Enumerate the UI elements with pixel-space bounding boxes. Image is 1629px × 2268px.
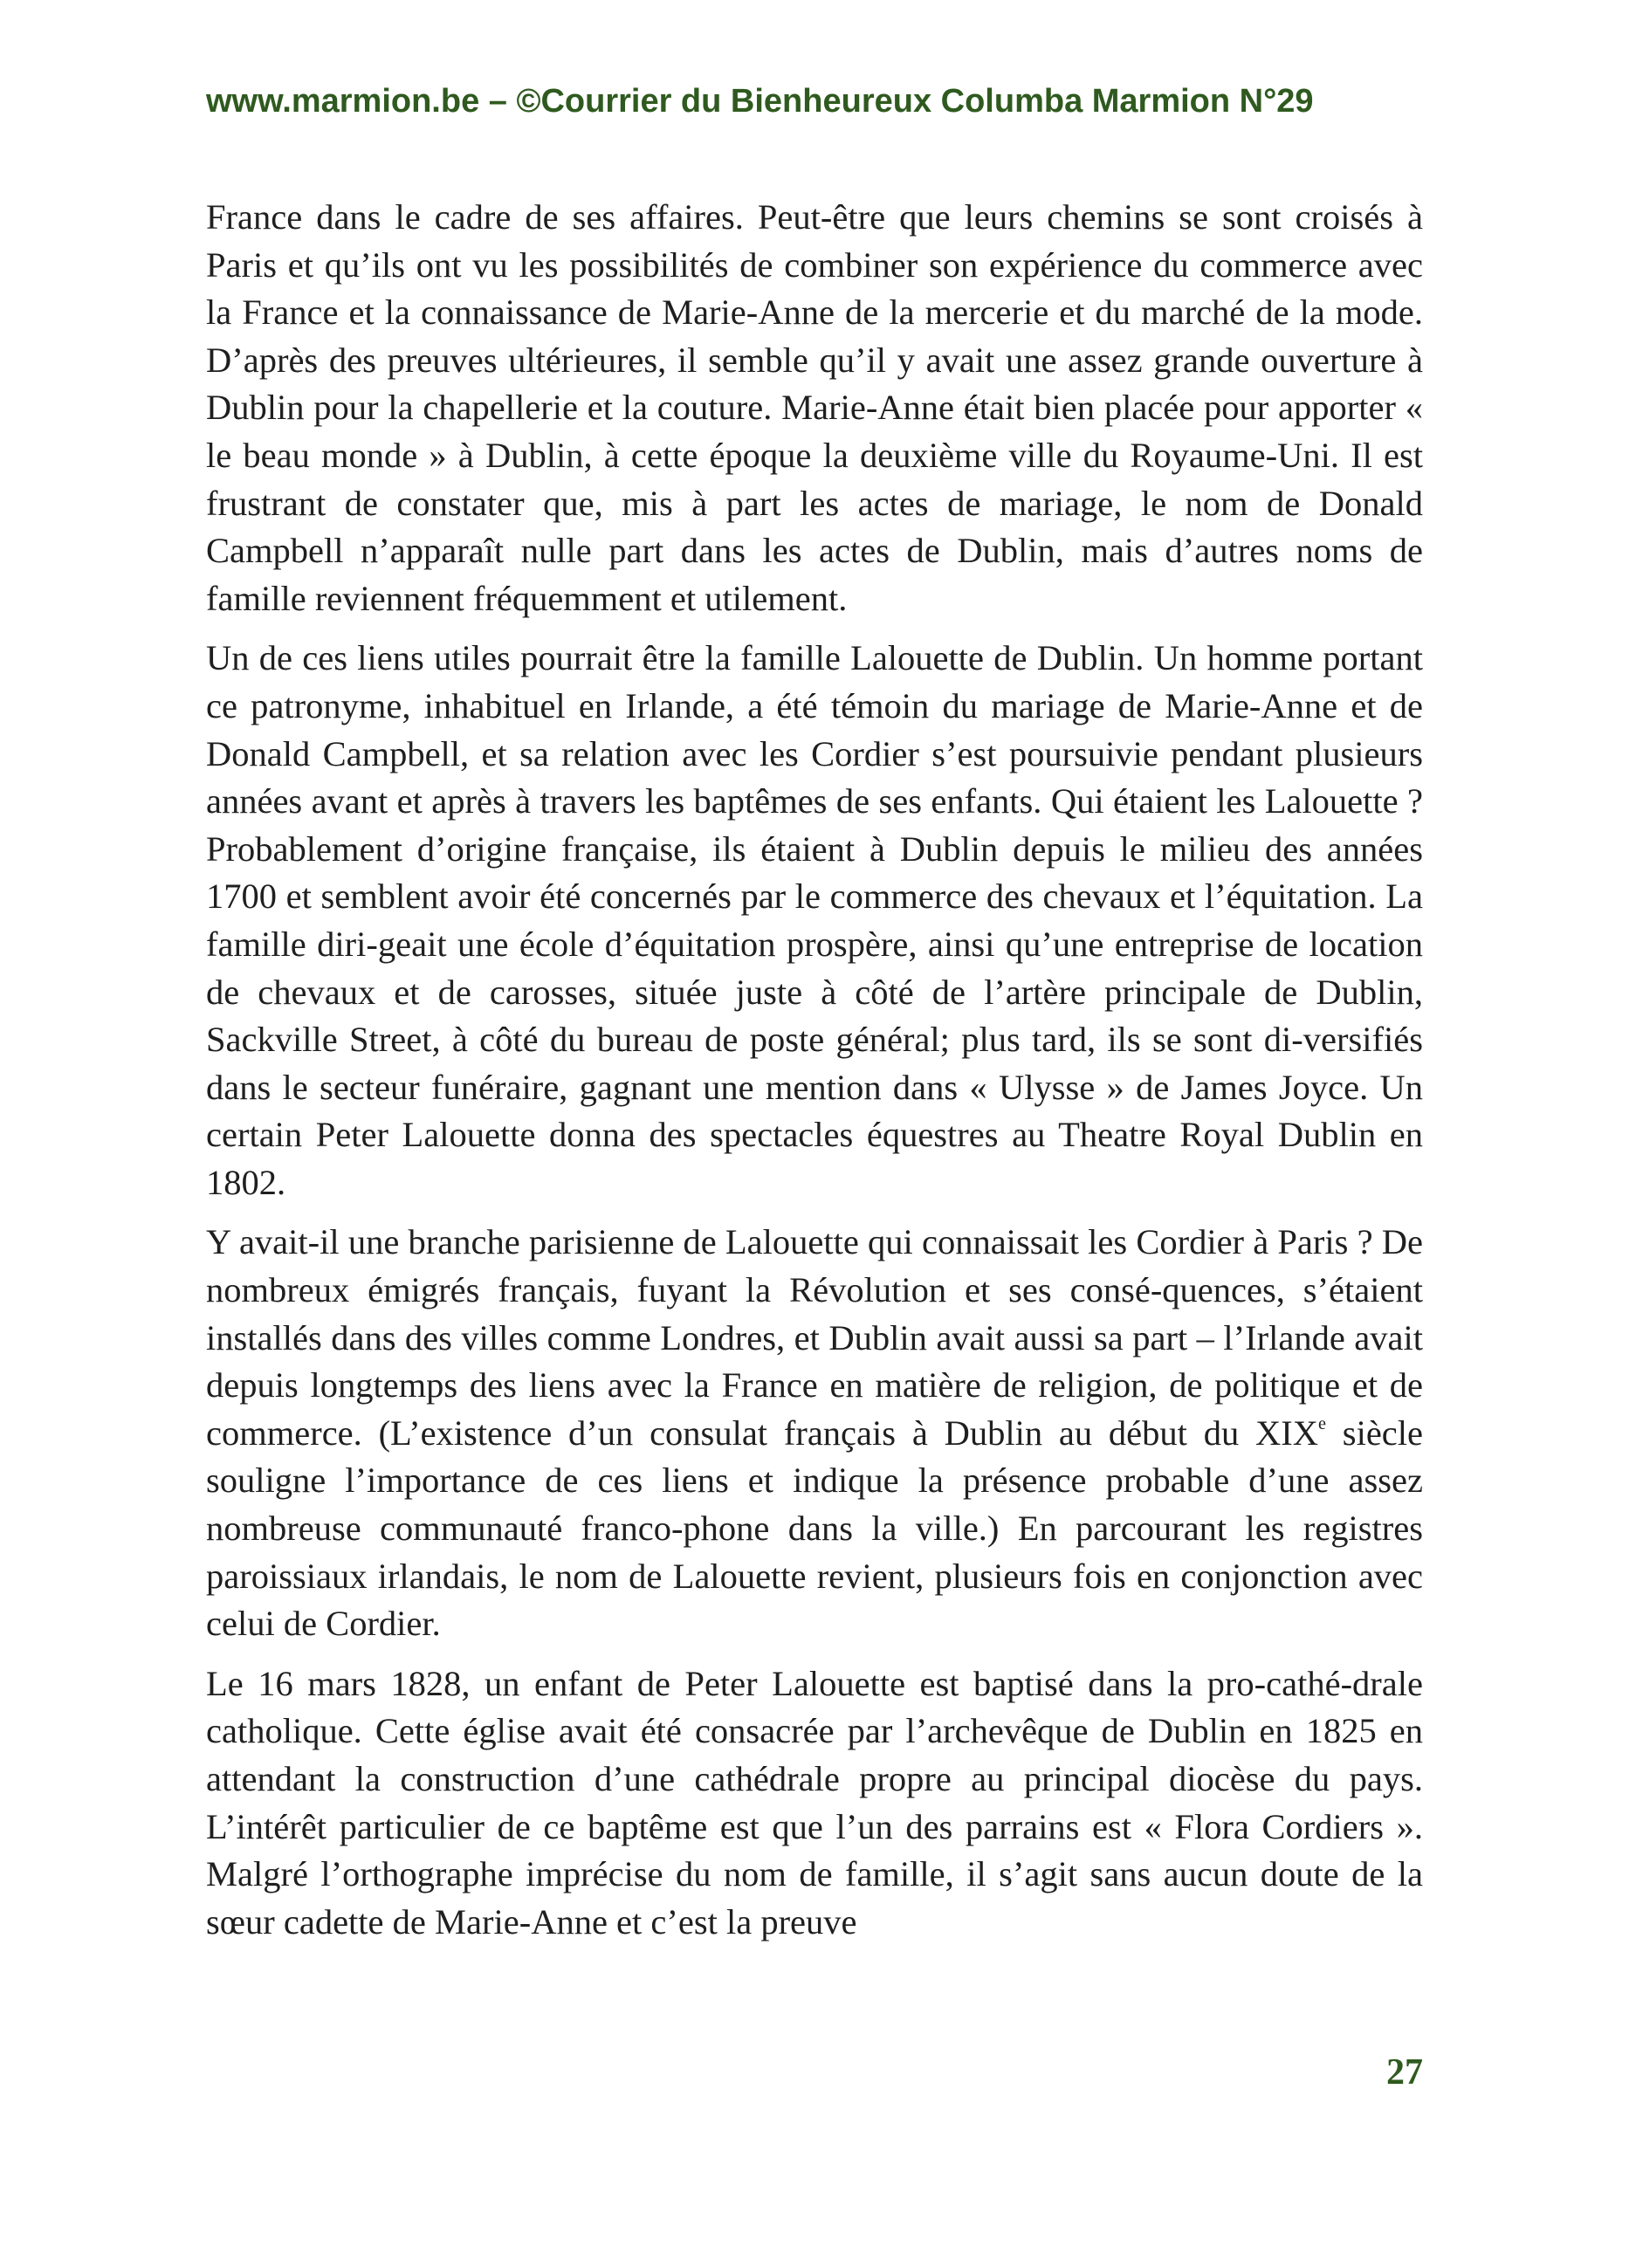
paragraph-1: France dans le cadre de ses affaires. Peut-être que leurs chemins se sont croisés à Paris et qu’ils ont vu les possibilités de combiner son expérience du commerce avec la France et la connaissance de Marie-Anne de la mercerie et du marché de la mode. D’après des preuves ultérieures, il semble qu’il y avait une assez grande ouverture à Dublin pour la chapellerie et la couture. Marie-Anne était bien placée pour apporter « le beau monde » à Dublin, à cette époque la deuxième ville du Royaume-Uni. Il est frustrant de constater que, mis à part les actes de mariage, le nom de Donald Campbell n’apparaît nulle part dans les actes de Dublin, mais d’autres noms de famille reviennent fréquemment et utilement. (206, 197, 1423, 618)
century-superscript: e (1318, 1413, 1326, 1433)
article-body (206, 194, 1423, 1946)
page-number: 27 (1386, 2052, 1423, 2093)
paragraph-2: Un de ces liens utiles pourrait être la famille Lalouette de Dublin. Un homme portant ce patronyme, inhabituel en Irlande, a été témoin du mariage de Marie-Anne et de Donald Campbell, et sa relation avec les Cordier s’est poursuivie pendant plusieurs années avant et après à travers les baptêmes de ses enfants. Qui étaient les Lalouette ? Probablement d’origine française, ils étaient à Dublin depuis le milieu des années 1700 et semblent avoir été concernés par le commerce des chevaux et l’équitation. La famille diri-geait une école d’équitation prospère, ainsi qu’une entreprise de location de chevaux et de carosses, située juste à côté de l’artère principale de Dublin, Sackville Street, à côté du bureau de poste général; plus tard, ils se sont di-versifiés dans le secteur funéraire, gagnant une mention dans « Ulysse » de James Joyce. Un certain Peter Lalouette donna des spectacles équestres au Theatre Royal Dublin en 1802. (206, 638, 1423, 1202)
paragraph-3-text-end: siècle souligne l’importance de ces liens et indique la présence probable d’une assez nombreuse communauté franco-phone dans la ville.) En parcourant les registres paroissiaux irlandais, le nom de Lalouette revient, plusieurs fois en conjonction avec celui de Cordier. (206, 1412, 1423, 1644)
paragraph-3-text-start: Y avait-il une branche parisienne de Lalouette qui connaissait les Cordier à Paris ? De nombreux émigrés français, fuyant la Révolution et ses consé-quences, s’étaient installés dans des villes comme Londres, et Dublin avait aussi sa part – l’Irlande avait depuis longtemps des liens avec la France en matière de religion, de politique et de commerce. (L’existence d’un consulat français à Dublin au début du XIX (206, 1222, 1423, 1453)
running-header: www.marmion.be – ©Courrier du Bienheureux Columba Marmion N°29 (206, 83, 1314, 120)
paragraph-3 (206, 1219, 1423, 1647)
paragraph-4: Le 16 mars 1828, un enfant de Peter Lalouette est baptisé dans la pro-cathé-drale catholique. Cette église avait été consacrée par l’archevêque de Dublin en 1825 en attendant la construction d’une cathédrale propre au principal diocèse du pays. L’intérêt particulier de ce baptême est que l’un des parrains est « Flora Cordiers ». Malgré l’orthographe imprécise du nom de famille, il s’agit sans aucun doute de la sœur cadette de Marie-Anne et c’est la preuve (206, 1663, 1423, 1942)
